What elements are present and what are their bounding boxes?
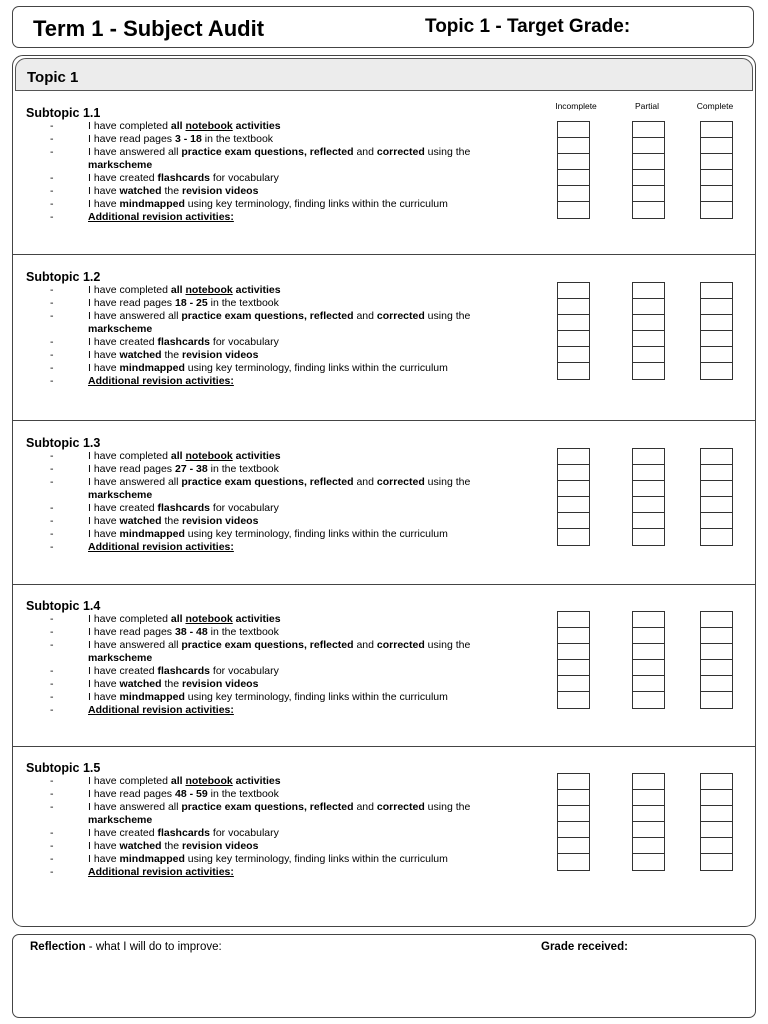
incomplete-checkbox[interactable]: [558, 497, 589, 513]
topic-panel: [12, 55, 756, 927]
checklist-item-flashcards: - I have created flashcards for vocabulary: [50, 665, 279, 677]
complete-checkbox[interactable]: [701, 154, 732, 170]
checklist-item-mindmap: - I have mindmapped using key terminology, finding links within the curriculum: [50, 528, 448, 540]
incomplete-checkbox[interactable]: [558, 186, 589, 202]
partial-checkbox[interactable]: [633, 822, 664, 838]
incomplete-checkbox[interactable]: [558, 806, 589, 822]
checklist-item-mindmap: - I have mindmapped using key terminology, finding links within the curriculum: [50, 198, 448, 210]
partial-checkbox[interactable]: [633, 497, 664, 513]
checklist-item-notebook: - I have completed all notebook activities: [50, 450, 281, 462]
checklist-item-exam-questions: - I have answered all practice exam questions, reflected and corrected using the markscheme: [50, 476, 471, 501]
complete-checkbox[interactable]: [701, 806, 732, 822]
checklist-item-additional: - Additional revision activities:: [50, 704, 234, 716]
complete-checkbox[interactable]: [701, 363, 732, 379]
partial-checkbox-column: [632, 282, 665, 380]
incomplete-checkbox[interactable]: [558, 122, 589, 138]
complete-checkbox[interactable]: [701, 676, 732, 692]
subtopic-section-1-2: [13, 254, 755, 421]
complete-checkbox[interactable]: [701, 347, 732, 363]
checklist-item-revision-videos: - I have watched the revision videos: [50, 678, 259, 690]
partial-checkbox[interactable]: [633, 299, 664, 315]
partial-checkbox[interactable]: [633, 154, 664, 170]
incomplete-checkbox[interactable]: [558, 529, 589, 545]
topic-title: Topic 1: [27, 69, 79, 86]
partial-checkbox[interactable]: [633, 363, 664, 379]
partial-checkbox[interactable]: [633, 331, 664, 347]
complete-checkbox[interactable]: [701, 692, 732, 708]
target-grade-label: Topic 1 - Target Grade:: [425, 16, 631, 37]
partial-checkbox[interactable]: [633, 854, 664, 870]
grade-received-label: Grade received:: [541, 941, 628, 953]
complete-checkbox[interactable]: [701, 854, 732, 870]
checklist: [13, 450, 528, 554]
incomplete-checkbox[interactable]: [558, 628, 589, 644]
complete-checkbox[interactable]: [701, 822, 732, 838]
incomplete-checkbox[interactable]: [558, 154, 589, 170]
partial-checkbox-column: [632, 773, 665, 871]
checklist-item-textbook: - I have read pages 38 - 48 in the textbook: [50, 626, 279, 638]
checklist: [13, 284, 528, 388]
checklist: [13, 613, 528, 717]
reflection-box[interactable]: [12, 934, 756, 1018]
incomplete-checkbox[interactable]: [558, 465, 589, 481]
checklist-item-revision-videos: - I have watched the revision videos: [50, 185, 259, 197]
complete-checkbox[interactable]: [701, 315, 732, 331]
incomplete-checkbox[interactable]: [558, 138, 589, 154]
checklist-item-notebook: - I have completed all notebook activities: [50, 120, 281, 132]
checklist-item-exam-questions: - I have answered all practice exam questions, reflected and corrected using the markscheme: [50, 639, 471, 664]
checklist-item-additional: - Additional revision activities:: [50, 375, 234, 387]
complete-checkbox[interactable]: [701, 202, 732, 218]
checklist-item-flashcards: - I have created flashcards for vocabulary: [50, 172, 279, 184]
complete-checkbox[interactable]: [701, 283, 732, 299]
incomplete-checkbox-column: [557, 282, 590, 380]
checklist-item-flashcards: - I have created flashcards for vocabulary: [50, 502, 279, 514]
incomplete-checkbox-column: [557, 448, 590, 546]
complete-checkbox[interactable]: [701, 790, 732, 806]
checklist-item-textbook: - I have read pages 27 - 38 in the textbook: [50, 463, 279, 475]
subtopic-section-1-5: [13, 746, 755, 926]
partial-checkbox[interactable]: [633, 513, 664, 529]
checklist-item-notebook: - I have completed all notebook activities: [50, 284, 281, 296]
subtopic-title: Subtopic 1.3: [26, 436, 101, 450]
incomplete-checkbox-column: [557, 121, 590, 219]
complete-checkbox[interactable]: [701, 513, 732, 529]
complete-checkbox[interactable]: [701, 838, 732, 854]
incomplete-checkbox[interactable]: [558, 202, 589, 218]
complete-checkbox[interactable]: [701, 449, 732, 465]
complete-checkbox-column: [700, 121, 733, 219]
incomplete-checkbox[interactable]: [558, 774, 589, 790]
subtopic-section-1-3: [13, 420, 755, 585]
partial-checkbox-column: [632, 121, 665, 219]
complete-checkbox[interactable]: [701, 481, 732, 497]
partial-checkbox[interactable]: [633, 774, 664, 790]
incomplete-checkbox[interactable]: [558, 449, 589, 465]
checklist-item-additional: - Additional revision activities:: [50, 211, 234, 223]
checklist-item-mindmap: - I have mindmapped using key terminology, finding links within the curriculum: [50, 691, 448, 703]
document-title: Term 1 - Subject Audit: [33, 16, 265, 41]
partial-checkbox[interactable]: [633, 465, 664, 481]
partial-checkbox[interactable]: [633, 790, 664, 806]
partial-checkbox[interactable]: [633, 315, 664, 331]
incomplete-checkbox-column: [557, 773, 590, 871]
partial-checkbox[interactable]: [633, 838, 664, 854]
complete-checkbox[interactable]: [701, 529, 732, 545]
incomplete-checkbox[interactable]: [558, 660, 589, 676]
complete-checkbox[interactable]: [701, 644, 732, 660]
complete-checkbox[interactable]: [701, 497, 732, 513]
incomplete-checkbox[interactable]: [558, 481, 589, 497]
partial-checkbox[interactable]: [633, 186, 664, 202]
complete-checkbox[interactable]: [701, 122, 732, 138]
checklist-item-revision-videos: - I have watched the revision videos: [50, 515, 259, 527]
checklist-item-revision-videos: - I have watched the revision videos: [50, 349, 259, 361]
checklist-item-additional: - Additional revision activities:: [50, 866, 234, 878]
checklist-item-textbook: - I have read pages 48 - 59 in the textbook: [50, 788, 279, 800]
checklist: [13, 775, 528, 879]
complete-checkbox[interactable]: [701, 186, 732, 202]
incomplete-checkbox[interactable]: [558, 612, 589, 628]
complete-checkbox[interactable]: [701, 299, 732, 315]
partial-checkbox[interactable]: [633, 612, 664, 628]
column-header-incomplete: Incomplete: [555, 101, 597, 111]
incomplete-checkbox[interactable]: [558, 790, 589, 806]
complete-checkbox[interactable]: [701, 660, 732, 676]
complete-checkbox-column: [700, 611, 733, 709]
subtopic-title: Subtopic 1.2: [26, 270, 101, 284]
partial-checkbox[interactable]: [633, 481, 664, 497]
checklist-item-mindmap: - I have mindmapped using key terminology, finding links within the curriculum: [50, 853, 448, 865]
partial-checkbox-column: [632, 611, 665, 709]
incomplete-checkbox[interactable]: [558, 692, 589, 708]
incomplete-checkbox[interactable]: [558, 299, 589, 315]
subtopic-section-1-1: [13, 106, 755, 255]
complete-checkbox[interactable]: [701, 170, 732, 186]
complete-checkbox-column: [700, 282, 733, 380]
checklist-item-notebook: - I have completed all notebook activities: [50, 775, 281, 787]
partial-checkbox[interactable]: [633, 283, 664, 299]
partial-checkbox[interactable]: [633, 449, 664, 465]
incomplete-checkbox[interactable]: [558, 676, 589, 692]
checklist-item-exam-questions: - I have answered all practice exam questions, reflected and corrected using the markscheme: [50, 801, 471, 826]
subtopic-title: Subtopic 1.1: [26, 106, 101, 120]
incomplete-checkbox[interactable]: [558, 347, 589, 363]
incomplete-checkbox[interactable]: [558, 331, 589, 347]
checklist: [13, 120, 528, 224]
checklist-item-textbook: - I have read pages 18 - 25 in the textbook: [50, 297, 279, 309]
incomplete-checkbox[interactable]: [558, 822, 589, 838]
page-header: [12, 6, 754, 48]
subtopic-title: Subtopic 1.4: [26, 599, 101, 613]
partial-checkbox[interactable]: [633, 644, 664, 660]
subtopic-section-1-4: [13, 584, 755, 747]
incomplete-checkbox[interactable]: [558, 644, 589, 660]
partial-checkbox[interactable]: [633, 676, 664, 692]
complete-checkbox[interactable]: [701, 612, 732, 628]
partial-checkbox[interactable]: [633, 660, 664, 676]
incomplete-checkbox[interactable]: [558, 170, 589, 186]
checklist-item-revision-videos: - I have watched the revision videos: [50, 840, 259, 852]
partial-checkbox[interactable]: [633, 347, 664, 363]
partial-checkbox[interactable]: [633, 202, 664, 218]
partial-checkbox-column: [632, 448, 665, 546]
partial-checkbox[interactable]: [633, 170, 664, 186]
incomplete-checkbox[interactable]: [558, 854, 589, 870]
checklist-item-exam-questions: - I have answered all practice exam questions, reflected and corrected using the markscheme: [50, 310, 471, 335]
complete-checkbox[interactable]: [701, 774, 732, 790]
checklist-item-additional: - Additional revision activities:: [50, 541, 234, 553]
checklist-item-flashcards: - I have created flashcards for vocabulary: [50, 336, 279, 348]
checklist-item-textbook: - I have read pages 3 - 18 in the textbook: [50, 133, 274, 145]
partial-checkbox[interactable]: [633, 628, 664, 644]
checklist-item-flashcards: - I have created flashcards for vocabulary: [50, 827, 279, 839]
incomplete-checkbox[interactable]: [558, 315, 589, 331]
checklist-item-exam-questions: - I have answered all practice exam questions, reflected and corrected using the markscheme: [50, 146, 471, 171]
partial-checkbox[interactable]: [633, 138, 664, 154]
incomplete-checkbox[interactable]: [558, 363, 589, 379]
subtopic-title: Subtopic 1.5: [26, 761, 101, 775]
column-header-complete: Complete: [696, 101, 734, 111]
complete-checkbox[interactable]: [701, 465, 732, 481]
reflection-label: Reflection - what I will do to improve:: [30, 941, 222, 953]
incomplete-checkbox[interactable]: [558, 838, 589, 854]
partial-checkbox[interactable]: [633, 806, 664, 822]
incomplete-checkbox[interactable]: [558, 283, 589, 299]
topic-header-bar: [15, 58, 753, 91]
complete-checkbox[interactable]: [701, 628, 732, 644]
incomplete-checkbox[interactable]: [558, 513, 589, 529]
column-header-partial: Partial: [634, 101, 660, 111]
partial-checkbox[interactable]: [633, 122, 664, 138]
partial-checkbox[interactable]: [633, 529, 664, 545]
checklist-item-notebook: - I have completed all notebook activities: [50, 613, 281, 625]
checklist-item-mindmap: - I have mindmapped using key terminology, finding links within the curriculum: [50, 362, 448, 374]
incomplete-checkbox-column: [557, 611, 590, 709]
complete-checkbox[interactable]: [701, 331, 732, 347]
complete-checkbox-column: [700, 448, 733, 546]
complete-checkbox-column: [700, 773, 733, 871]
partial-checkbox[interactable]: [633, 692, 664, 708]
complete-checkbox[interactable]: [701, 138, 732, 154]
